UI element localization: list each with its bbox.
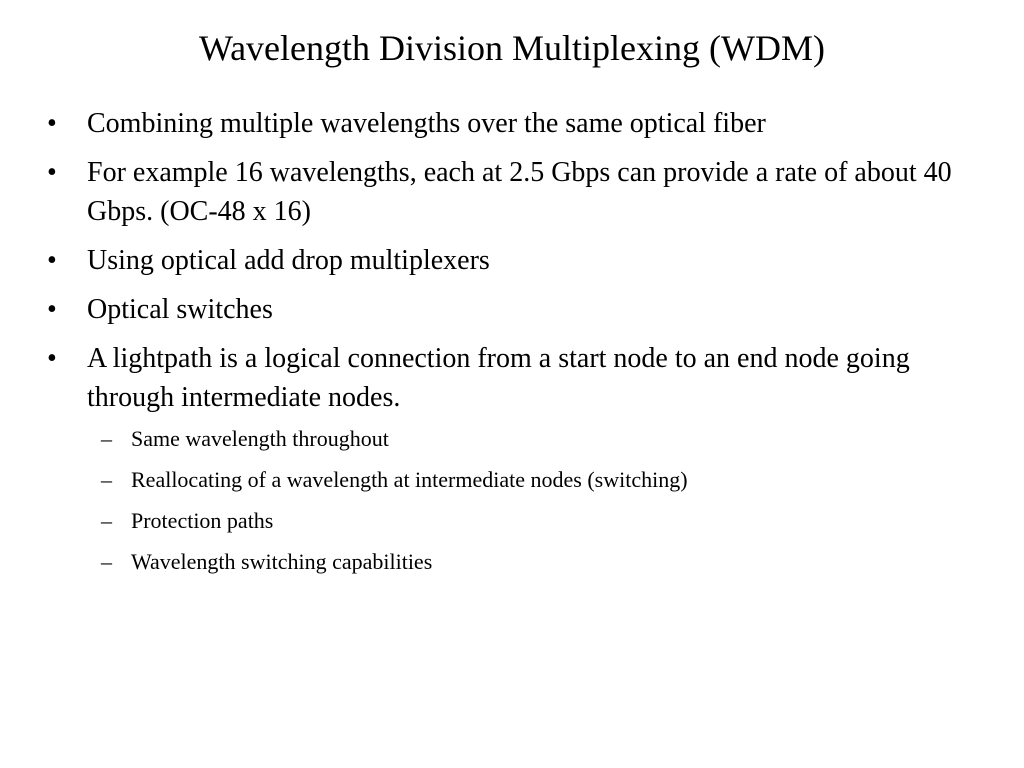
sub-bullet-text: Wavelength switching capabilities <box>131 549 433 574</box>
bullet-marker: • <box>47 245 57 276</box>
bullet-item <box>47 241 992 280</box>
sub-bullet-item <box>87 507 992 535</box>
bullet-item <box>47 104 992 143</box>
sub-bullet-item <box>87 466 992 494</box>
bullet-item <box>47 339 992 576</box>
bullet-text: For example 16 wavelengths, each at 2.5 Gbps can provide a rate of about 40 Gbps. (OC-48 x 16) <box>87 157 952 227</box>
sub-bullet-list <box>87 425 992 576</box>
bullet-marker: • <box>47 294 57 325</box>
bullet-marker: • <box>47 108 57 139</box>
bullet-marker: • <box>47 343 57 374</box>
sub-bullet-item <box>87 425 992 453</box>
sub-bullet-marker: – <box>101 467 112 492</box>
sub-bullet-text: Reallocating of a wavelength at intermediate nodes (switching) <box>131 467 688 492</box>
bullet-item <box>47 290 992 329</box>
bullet-item <box>47 153 992 231</box>
bullet-text: A lightpath is a logical connection from a start node to an end node going through intermediate nodes. <box>87 343 910 413</box>
bullet-text: Using optical add drop multiplexers <box>87 245 490 276</box>
sub-bullet-marker: – <box>101 549 112 574</box>
slide-title: Wavelength Division Multiplexing (WDM) <box>198 28 825 68</box>
sub-bullet-item <box>87 548 992 576</box>
sub-bullet-text: Protection paths <box>131 508 274 533</box>
sub-bullet-marker: – <box>101 426 112 451</box>
bullet-list <box>47 104 992 576</box>
bullet-text: Optical switches <box>87 294 273 325</box>
bullet-marker: • <box>47 157 57 188</box>
sub-bullet-marker: – <box>101 508 112 533</box>
bullet-text: Combining multiple wavelengths over the same optical fiber <box>87 108 766 139</box>
sub-bullet-text: Same wavelength throughout <box>131 426 389 451</box>
